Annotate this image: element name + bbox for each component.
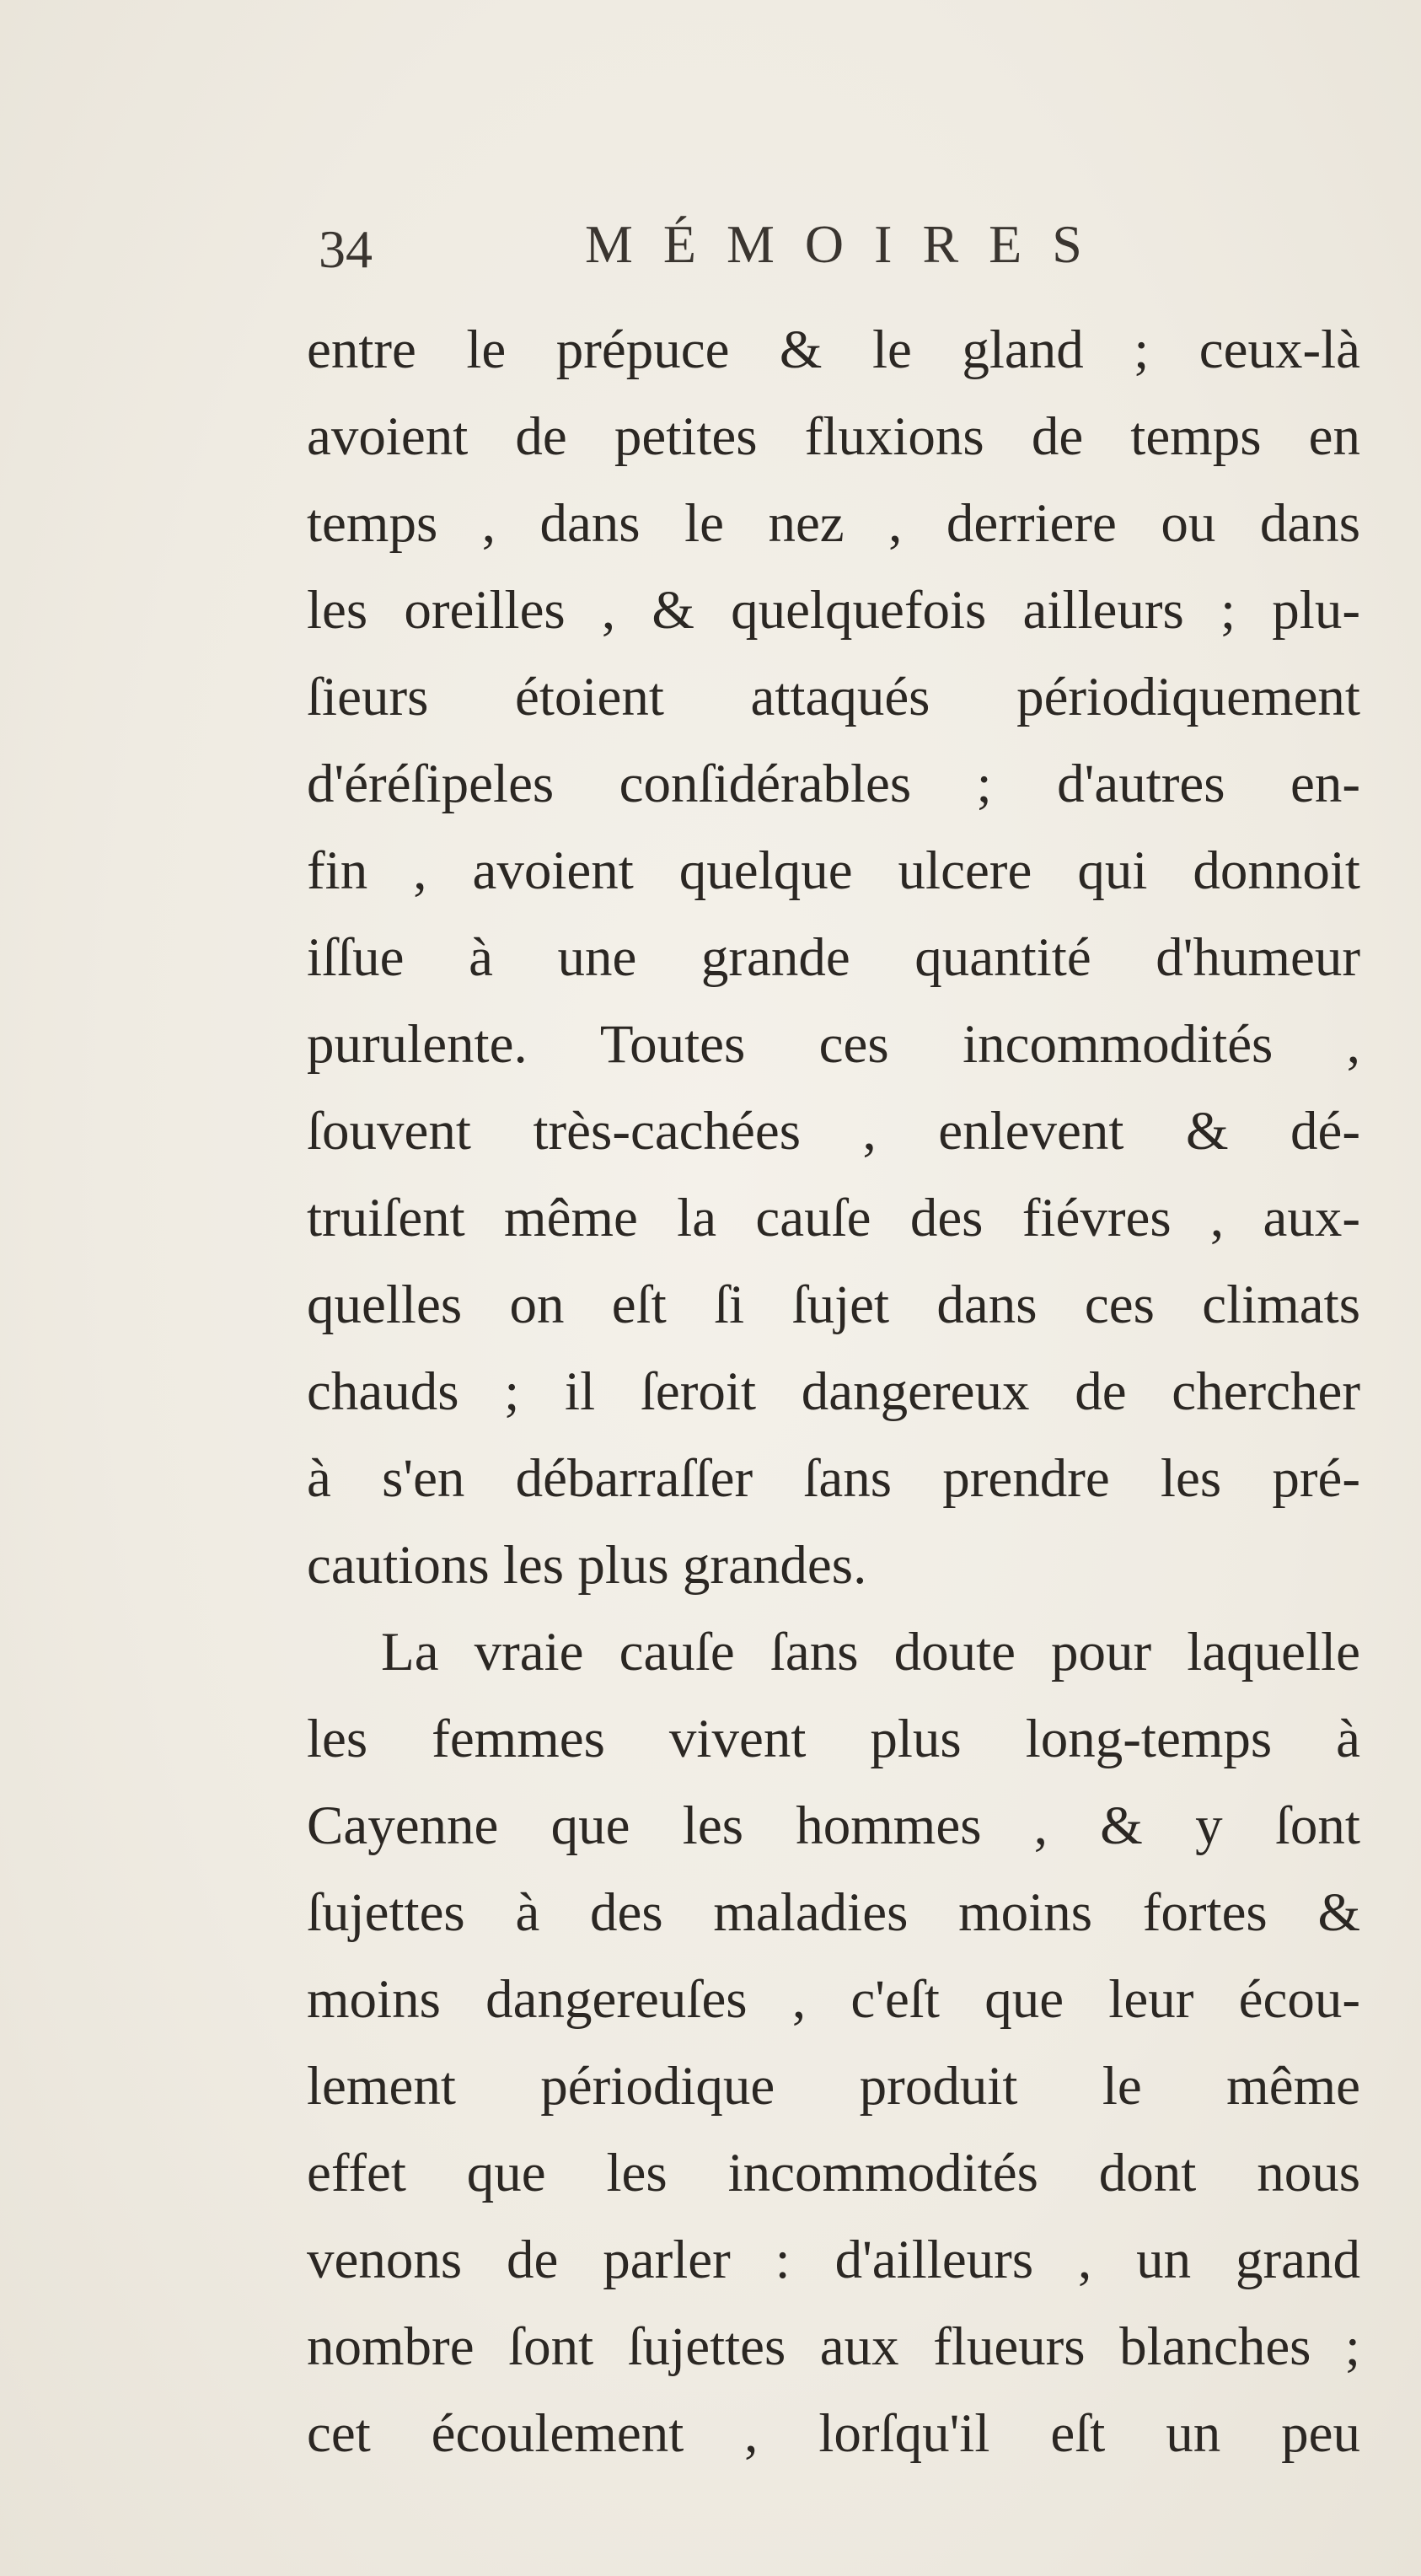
- paragraph-2: [307, 1609, 1360, 2477]
- text-line: moins dangereuſes , c'eſt que leur écou-: [307, 1969, 1360, 2030]
- text-line: fin , avoient quelque ulcere qui donnoit: [307, 840, 1360, 901]
- text-line: lement périodique produit le même: [307, 2056, 1360, 2117]
- body-text: [307, 307, 1360, 2477]
- text-line: Cayenne que les hommes , & y ſont: [307, 1795, 1360, 1856]
- text-line: les oreilles , & quelquefois ailleurs ; plu-: [307, 580, 1360, 641]
- text-line: effet que les incommodités dont nous: [307, 2143, 1360, 2203]
- text-line: nombre ſont ſujettes aux flueurs blanches ;: [307, 2316, 1360, 2377]
- text-line: venons de parler : d'ailleurs , un grand: [307, 2230, 1360, 2290]
- paragraph-1: [307, 307, 1360, 1609]
- text-line: ſujettes à des maladies moins fortes &: [307, 1882, 1360, 1943]
- text-line: La vraie cauſe ſans doute pour laquelle: [381, 1622, 1360, 1682]
- text-line: entre le prépuce & le gland ; ceux-là: [307, 319, 1360, 380]
- running-head: [319, 211, 1406, 295]
- text-line: quelles on eſt ſi ſujet dans ces climats: [307, 1275, 1360, 1335]
- text-line: ſieurs étoient attaqués périodiquement: [307, 667, 1360, 727]
- text-line: cautions les plus grandes.: [307, 1535, 867, 1596]
- text-line: purulente. Toutes ces incommodités ,: [307, 1014, 1360, 1075]
- text-line: ſouvent très-cachées , enlevent & dé-: [307, 1101, 1360, 1162]
- text-line: d'éréſipeles conſidérables ; d'autres en-: [307, 754, 1360, 814]
- text-line: truiſent même la cauſe des fiévres , aux-: [307, 1188, 1360, 1248]
- text-line: chauds ; il ſeroit dangereux de chercher: [307, 1361, 1360, 1422]
- text-line: avoient de petites fluxions de temps en: [307, 406, 1360, 467]
- text-line: temps , dans le nez , derriere ou dans: [307, 493, 1360, 554]
- running-title: MÉMOIRES: [585, 214, 1113, 274]
- page-number: 34: [319, 219, 373, 279]
- text-line: à s'en débarraſſer ſans prendre les pré-: [307, 1448, 1360, 1509]
- text-line: cet écoulement , lorſqu'il eſt un peu: [307, 2403, 1360, 2464]
- text-line: iſſue à une grande quantité d'humeur: [307, 927, 1360, 988]
- text-line: les femmes vivent plus long-temps à: [307, 1709, 1360, 1769]
